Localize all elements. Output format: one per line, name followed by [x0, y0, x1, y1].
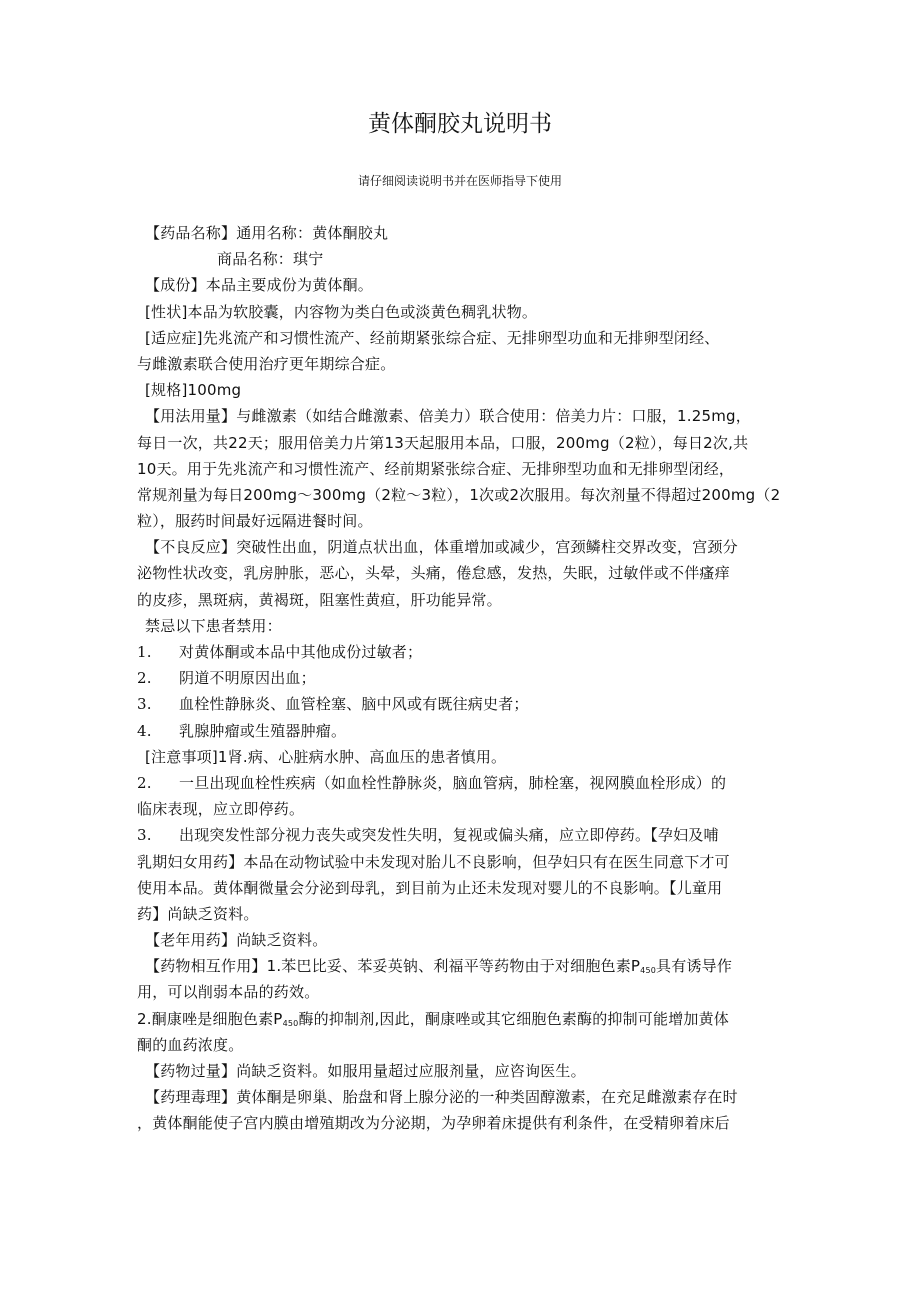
text-line: 10天。用于先兆流产和习惯性流产、经前期紧张综合症、无排卵型功血和无排卵型闭经， — [137, 459, 735, 478]
text-line: 【成份】本品主要成份为黄体酮。 — [145, 276, 374, 295]
text-line: ，黄体酮能使子宫内膜由增殖期改为分泌期，为孕卵着床提供有利条件，在受精卵着床后 — [137, 1114, 730, 1133]
text-line: 的皮疹，黑斑病，黄褐斑，阻塞性黄疸，肝功能异常。 — [137, 590, 502, 609]
list-item — [137, 665, 783, 691]
list-item — [137, 770, 783, 796]
text-segment: 酶的抑制剂,因此，酮康唑或其它细胞色素酶的抑制可能增加黄体 — [298, 1009, 730, 1028]
text-line — [137, 1006, 783, 1032]
text-line: 常规剂量为每日200mg〜300mg（2粒〜3粒），1次或2次服用。每次剂量不得超过200mg（2 — [137, 485, 781, 504]
text-line: [适应症]先兆流产和习惯性流产、经前期紧张综合症、无排卵型功血和无排卵型闭经、 — [145, 328, 720, 347]
text-line: 临床表现，应立即停药。 — [137, 800, 305, 819]
text-line: 粒），服药时间最好远隔进餐时间。 — [137, 512, 373, 531]
list-item-text: 出现突发性部分视力丧失或突发性失明，复视或偏头痛，应立即停药。【孕妇及哺 — [179, 826, 719, 845]
text-segment: 2.酮康唑是细胞色素P — [137, 1009, 283, 1028]
text-line: 商品名称：琪宁 — [217, 250, 324, 269]
list-item-text: 乳腺肿瘤或生殖器肿瘤。 — [179, 721, 347, 740]
subscript-450: 450 — [282, 1018, 299, 1028]
list-number: 4. — [137, 721, 152, 740]
text-line: [注意事项]1肾.病、心脏病水肿、高血压的患者慎用。 — [145, 747, 507, 766]
text-line: 禁忌以下患者禁用： — [145, 616, 282, 635]
list-item — [137, 691, 783, 717]
document-title: 黄体酮胶丸说明书 — [368, 111, 552, 137]
text-line: 药】尚缺乏资料。 — [137, 904, 259, 923]
list-number: 2. — [137, 773, 152, 792]
text-line: 与雌激素联合使用治疗更年期综合症。 — [137, 354, 396, 373]
text-line: 泌物性状改变，乳房肿胀，恶心，头晕，头痛，倦怠感，发热，失眠，过敏伴或不伴瘙痒 — [137, 564, 730, 583]
document-subtitle: 请仔细阅读说明书并在医师指导下使用 — [357, 174, 562, 188]
text-line: 乳期妇女用药】本品在动物试验中未发现对胎儿不良影响，但孕妇只有在医生同意下才可 — [137, 852, 730, 871]
document-body — [137, 220, 783, 1137]
text-line: 【药物过量】尚缺乏资料。如服用量超过应服剂量，应咨询医生。 — [145, 1062, 586, 1080]
list-item — [137, 718, 783, 744]
text-line: 【不良反应】突破性出血，阴道点状出血，体重增加或减少，宫颈鳞柱交界改变，宫颈分 — [145, 538, 738, 557]
list-item-text: 一旦出现血栓性疾病（如血栓性静脉炎，脑血管病，肺栓塞，视网膜血栓形成）的 — [179, 773, 727, 792]
list-item — [137, 822, 783, 848]
text-line: [规格]100mg — [145, 381, 242, 400]
list-item — [137, 639, 783, 665]
text-line — [137, 953, 783, 979]
text-line: 【老年用药】尚缺乏资料。 — [145, 931, 328, 950]
list-item-text: 阴道不明原因出血； — [179, 669, 316, 688]
list-item-text: 对黄体酮或本品中其他成份过敏者； — [179, 643, 423, 661]
text-line: 每日一次，共22天；服用倍美力片第13天起服用本品，口服，200mg（2粒），每日2次,共 — [137, 433, 749, 452]
list-item-text: 血栓性静脉炎、血管栓塞、脑中风或有既往病史者； — [179, 695, 529, 714]
list-number: 3. — [137, 826, 152, 845]
list-number: 3. — [137, 695, 152, 714]
text-line: 【药理毒理】黄体酮是卵巢、胎盘和肾上腺分泌的一种类固醇激素，在充足雌激素存在时 — [145, 1088, 738, 1107]
text-line: 用，可以削弱本品的药效。 — [137, 983, 320, 1002]
text-line: 【药品名称】通用名称：黄体酮胶丸 — [145, 224, 389, 242]
text-segment: 【药物相互作用】1.苯巴比妥、苯妥英钠、利福平等药物由于对细胞色素P — [145, 957, 641, 976]
subscript-450: 450 — [640, 966, 657, 976]
text-segment: 具有诱导作 — [656, 957, 733, 976]
list-number: 2. — [137, 669, 152, 688]
text-line: 【用法用量】与雌激素（如结合雌激素、倍美力）联合使用：倍美力片：口服，1.25mg， — [145, 407, 751, 426]
text-line: [性状]本品为软胶囊，内容物为类白色或淡黄色稠乳状物。 — [145, 302, 538, 321]
text-line: 使用本品。黄体酮微量会分泌到母乳，到目前为止还未发现对婴儿的不良影响。【儿童用 — [137, 878, 723, 897]
list-number: 1. — [137, 643, 152, 661]
text-line: 酮的血药浓度。 — [137, 1035, 244, 1054]
